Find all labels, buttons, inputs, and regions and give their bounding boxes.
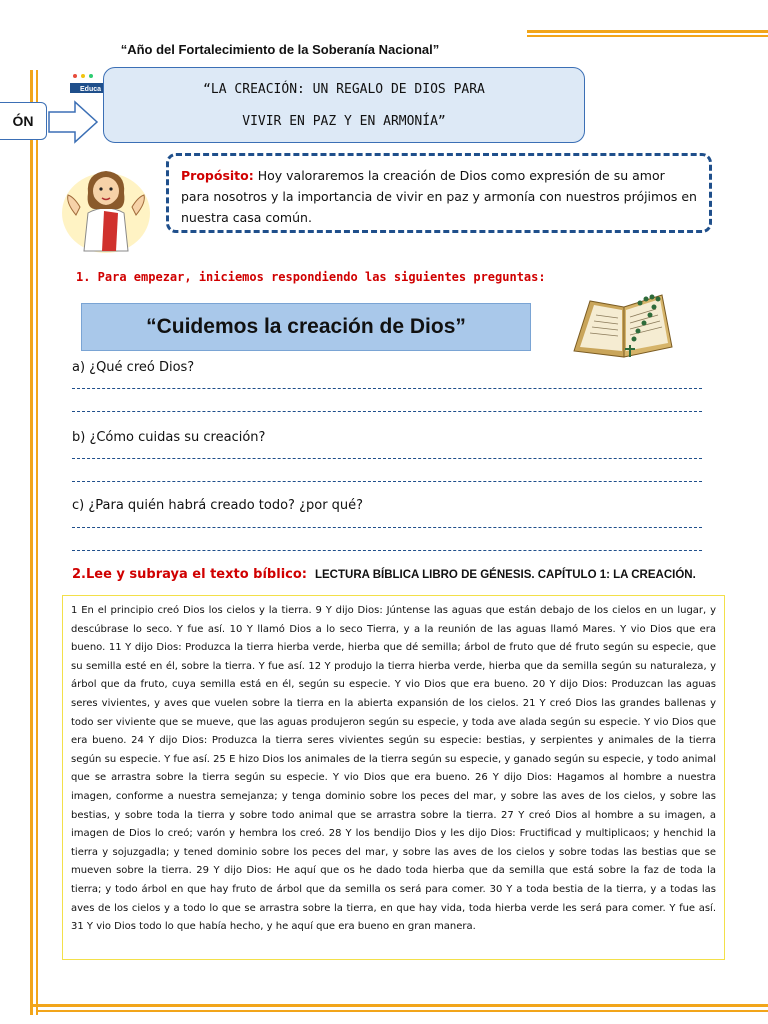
page-border-left-inner xyxy=(36,70,38,1015)
answer-line-c2 xyxy=(72,550,702,551)
session-tab: ÓN xyxy=(0,102,47,140)
bible-rosary-illustration xyxy=(570,285,676,361)
section1-title: 1. Para empezar, iniciemos respondiendo las siguientes preguntas: xyxy=(76,270,546,284)
bible-text-box: 1 En el principio creó Dios los cielos y la tierra. 9 Y dijo Dios: Júntense las aguas que están debajo de los cielos en un lugar, y descúbrase lo seco. Y fue así. 10 Y llamó Dios a lo seco Tierra, y a la reunión de las aguas llamó Mares. Y vio Dios que era bueno. 11 Y dijo Dios: Produzca la tierra hierba verde, hierba que dé semilla; árbol de fruto que dé fruto según su especie, que su semilla esté en él, sobre la tierra. Y fue así. 12 Y produjo la tierra hierba verde, hierba que da semilla según su naturaleza, y árbol que da fruto, cuya semilla está en él, según su especie. Y vio Dios que era bueno. 20 Y dijo Dios: Produzcan las aguas seres vivientes, y aves que vuelen sobre la tierra en la abierta expansión de los cielos. 21 Y creó Dios las grandes ballenas y todo ser viviente que se mueve, que las aguas produjeron según su especie, y toda ave alada según su especie. Y vio Dios que era bueno. 24 Y dijo Dios: Produzca la tierra seres vivientes según su especie: bestias, y serpientes y animales de la tierra según su especie. Y fue así. 25 E hizo Dios los animales de la tierra según su especie, y ganado según su especie, y todo animal que se arrastra sobre la tierra según su especie. Y vio Dios que era bueno. 26 Y dijo Dios: Hagamos al hombre a nuestra imagen, conforme a nuestra semejanza; y tenga dominio sobre los peces del mar, y sobre las aves de los cielos, y sobre las bestias, y sobre toda la tierra y sobre todo animal que se arrastra sobre la tierra. 27 Y creó Dios al hombre a su imagen, a imagen de Dios lo creó; varón y hembra los creó. 28 Y los bendijo Dios y les dijo Dios: Fructificad y multiplicaos; y henchid la tierra y sojuzgadla; y tened dominio sobre los peces del mar, y sobre las aves de los cielos y sobre todas las bestias que se mueven sobre la tierra. 29 Y dijo Dios: He aquí que os he dado toda hierba que da semilla que está sobre la faz de toda la tierra; y todo árbol en que hay fruto de árbol que da semilla os será para comer. 30 Y a toda bestia de la tierra, y a todas las aves de los cielos y a todo lo que se arrastra sobre la tierra, en que hay vida, toda hierba verde les será para comer. Y fue así. 31 Y vio Dios todo lo que había hecho, y he aquí que era bueno en gran manera. xyxy=(62,595,725,960)
question-c: c) ¿Para quién habrá creado todo? ¿por qué? xyxy=(72,498,364,513)
answer-line-a1 xyxy=(72,388,702,389)
question-a: a) ¿Qué creó Dios? xyxy=(72,360,195,375)
page-border-left xyxy=(30,70,33,1015)
year-title: “Año del Fortalecimiento de la Soberanía Nacional” xyxy=(120,42,440,57)
section2-title: 2.Lee y subraya el texto bíblico: xyxy=(72,567,307,582)
section2-heading xyxy=(72,567,696,582)
purpose-box xyxy=(166,153,712,233)
answer-line-a2 xyxy=(72,411,702,412)
answer-line-b2 xyxy=(72,481,702,482)
page-border-bottom xyxy=(30,1004,768,1007)
section1-banner: “Cuidemos la creación de Dios” xyxy=(81,303,531,351)
answer-line-c1 xyxy=(72,527,702,528)
lesson-title-line2: VIVIR EN PAZ Y EN ARMONÍA” xyxy=(242,114,446,129)
purpose-text: Hoy valoraremos la creación de Dios como expresión de su amor para nosotros y la importancia de vivir en paz y armonía con nuestros prójimos en nuestra casa común. xyxy=(181,168,697,225)
section2-subtitle: LECTURA BÍBLICA LIBRO DE GÉNESIS. CAPÍTULO 1: LA CREACIÓN. xyxy=(314,569,696,581)
purpose-label: Propósito: xyxy=(181,168,254,183)
page-border-top-inner xyxy=(527,35,768,37)
arrow-right-icon xyxy=(47,100,99,144)
page-border-bottom-inner xyxy=(36,1010,768,1012)
lesson-title-line1: “LA CREACIÓN: UN REGALO DE DIOS PARA xyxy=(203,82,485,97)
answer-line-b1 xyxy=(72,458,702,459)
svg-text:Educa: Educa xyxy=(80,86,102,93)
question-b: b) ¿Cómo cuidas su creación? xyxy=(72,430,266,445)
page-border-top xyxy=(527,30,768,33)
lesson-title-box xyxy=(103,67,585,143)
jesus-illustration xyxy=(58,163,154,255)
